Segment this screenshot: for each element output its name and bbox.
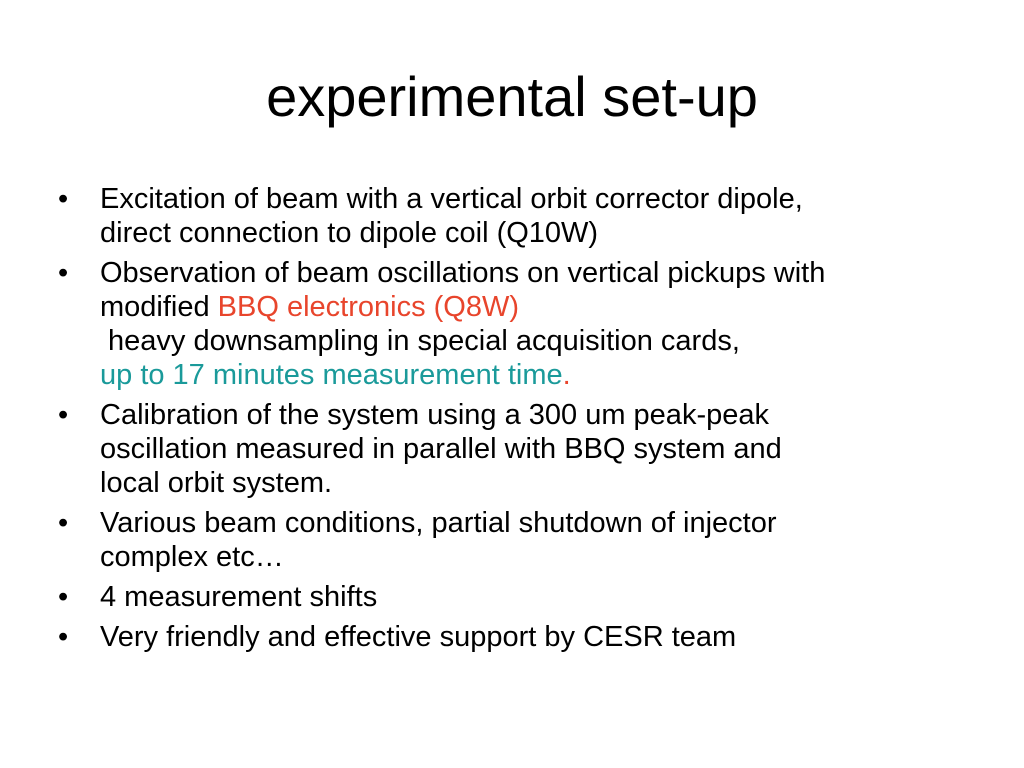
bullet-item-observation xyxy=(58,256,978,392)
bullet-marker: • xyxy=(58,257,69,289)
bullet-text-line xyxy=(100,290,978,324)
bullet-marker: • xyxy=(58,399,69,431)
bullet-item-support xyxy=(58,620,978,654)
bullet-text-line: oscillation measured in parallel with BBQ system and xyxy=(100,433,782,465)
bullet-text-line: direct connection to dipole coil (Q10W) xyxy=(100,217,599,249)
bullet-text-line: Various beam conditions, partial shutdown of injector xyxy=(100,507,777,539)
bullet-marker: • xyxy=(58,183,69,215)
bullet-text-line: Excitation of beam with a vertical orbit corrector dipole, xyxy=(100,183,803,215)
bullet-text-line: local orbit system. xyxy=(100,467,333,499)
bullet-text-suffix: . xyxy=(562,359,571,391)
bullet-marker: • xyxy=(58,581,69,613)
bullet-text-line: 4 measurement shifts xyxy=(100,581,378,613)
highlight-bbq-electronics: BBQ electronics (Q8W) xyxy=(217,291,520,323)
bullet-text-line: heavy downsampling in special acquisition cards, xyxy=(108,325,740,357)
bullet-marker: • xyxy=(58,507,69,539)
bullet-text-line xyxy=(100,358,978,392)
bullet-list xyxy=(58,182,978,660)
bullet-marker: • xyxy=(58,621,69,653)
bullet-text-line: complex etc… xyxy=(100,541,284,573)
highlight-measurement-time: up to 17 minutes measurement time xyxy=(100,359,563,391)
bullet-text-line: Calibration of the system using a 300 um peak-peak xyxy=(100,399,769,431)
bullet-item-calibration xyxy=(58,398,978,500)
slide-title: experimental set-up xyxy=(266,65,758,128)
bullet-text-prefix: modified xyxy=(100,291,218,323)
bullet-item-conditions xyxy=(58,506,978,574)
bullet-item-excitation xyxy=(58,182,978,250)
bullet-item-shifts xyxy=(58,580,978,614)
bullet-text-line: Very friendly and effective support by CESR team xyxy=(100,621,737,653)
bullet-text-line: Observation of beam oscillations on vertical pickups with xyxy=(100,257,826,289)
